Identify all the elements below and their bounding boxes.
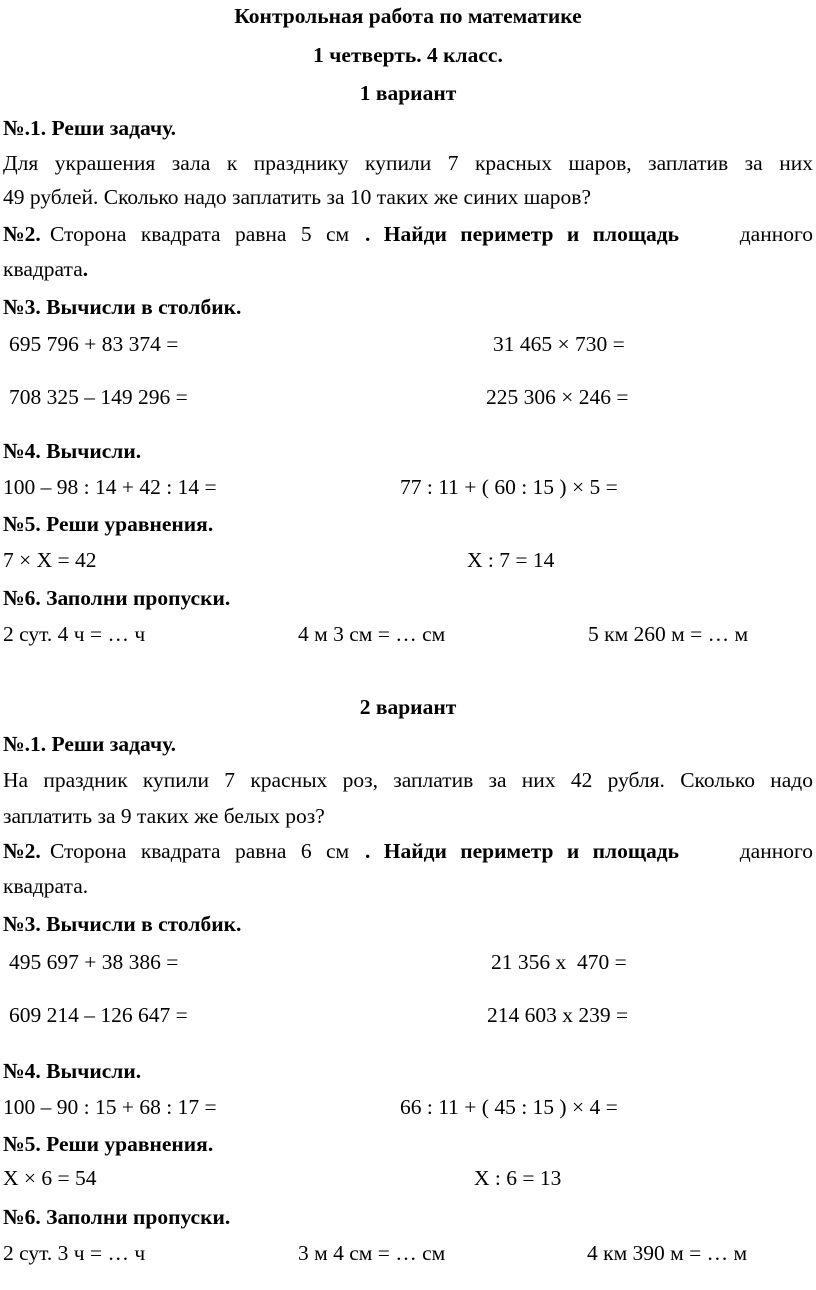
v2-task4-expr-a: 100 – 90 : 15 + 68 : 17 = bbox=[3, 1095, 217, 1119]
v1-task2-line2-text: квадрата bbox=[3, 257, 83, 281]
page-subtitle: 1 четверть. 4 класс. bbox=[313, 43, 503, 67]
v2-task2-text-b: данного bbox=[739, 839, 813, 863]
v1-task5-heading: №5. Реши уравнения. bbox=[3, 512, 214, 536]
v2-task5-eq-a: Х × 6 = 54 bbox=[3, 1166, 97, 1190]
v2-task6-item-a: 2 сут. 3 ч = … ч bbox=[3, 1241, 146, 1265]
v2-task6-heading: №6. Заполни пропуски. bbox=[3, 1205, 231, 1229]
v1-task2-line2 bbox=[3, 259, 88, 281]
v2-task6-item-c: 4 км 390 м = … м bbox=[587, 1241, 748, 1265]
v2-task2-number: №2. bbox=[3, 839, 41, 863]
v2-task5-heading: №5. Реши уравнения. bbox=[3, 1132, 214, 1156]
v2-task6-item-b: 3 м 4 см = … см bbox=[298, 1241, 446, 1265]
v2-task4-heading: №4. Вычисли. bbox=[3, 1059, 142, 1083]
v2-task3-expr-a: 495 697 + 38 386 = bbox=[9, 950, 179, 974]
v1-task3-expr-a: 695 796 + 83 374 = bbox=[9, 332, 179, 356]
v1-task2-bold: . Найди периметр и площадь bbox=[365, 222, 679, 246]
v2-task2-bold: . Найди периметр и площадь bbox=[365, 839, 679, 863]
v2-task2-line2 bbox=[3, 876, 88, 898]
v2-task3-expr-d: 214 603 х 239 = bbox=[487, 1003, 629, 1027]
v1-task6-item-c: 5 км 260 м = … м bbox=[588, 622, 749, 646]
v1-task6-item-a: 2 сут. 4 ч = … ч bbox=[3, 622, 146, 646]
v1-task2-text-a: Сторона квадрата равна 5 см bbox=[50, 222, 350, 246]
v1-task3-expr-d: 225 306 × 246 = bbox=[486, 385, 629, 409]
variant-2-heading: 2 вариант bbox=[359, 695, 457, 719]
v1-task5-eq-b: Х : 7 = 14 bbox=[467, 548, 555, 572]
v2-task1-line1: На праздник купили 7 красных роз, заплатив за них 42 рубля. Сколько надо bbox=[3, 768, 813, 792]
v2-task2-line2-text: квадрата. bbox=[3, 874, 89, 898]
v1-task3-expr-b: 31 465 × 730 = bbox=[493, 332, 625, 356]
v2-task4-expr-b: 66 : 11 + ( 45 : 15 ) × 4 = bbox=[400, 1095, 618, 1119]
v1-task2-line1 bbox=[3, 224, 813, 246]
v2-task2-line1 bbox=[3, 841, 813, 863]
v1-task4-expr-b: 77 : 11 + ( 60 : 15 ) × 5 = bbox=[400, 475, 618, 499]
v1-task1-line1: Для украшения зала к празднику купили 7 красных шаров, заплатив за них bbox=[3, 151, 813, 175]
v2-task1-line2: заплатить за 9 таких же белых роз? bbox=[3, 804, 325, 828]
v2-task3-expr-b: 21 356 х 470 = bbox=[491, 950, 627, 974]
v1-task4-expr-a: 100 – 98 : 14 + 42 : 14 = bbox=[3, 475, 217, 499]
v1-task2-text-b: данного bbox=[739, 222, 813, 246]
v1-task1-heading: №.1. Реши задачу. bbox=[3, 116, 177, 140]
v2-task1-heading: №.1. Реши задачу. bbox=[3, 732, 177, 756]
variant-1-heading: 1 вариант bbox=[359, 81, 457, 105]
v1-task2-number: №2. bbox=[3, 222, 41, 246]
v1-task1-line2: 49 рублей. Сколько надо заплатить за 10 таких же синих шаров? bbox=[3, 185, 592, 209]
v2-task3-expr-c: 609 214 – 126 647 = bbox=[9, 1003, 188, 1027]
v2-task2-text-a: Сторона квадрата равна 6 см bbox=[50, 839, 350, 863]
v1-task3-heading: №3. Вычисли в столбик. bbox=[3, 295, 242, 319]
v1-task4-heading: №4. Вычисли. bbox=[3, 439, 142, 463]
v1-task5-eq-a: 7 × Х = 42 bbox=[3, 548, 97, 572]
v1-task3-expr-c: 708 325 – 149 296 = bbox=[9, 385, 188, 409]
v1-task6-heading: №6. Заполни пропуски. bbox=[3, 586, 231, 610]
v1-task6-item-b: 4 м 3 см = … см bbox=[298, 622, 446, 646]
v2-task5-eq-b: Х : 6 = 13 bbox=[474, 1166, 562, 1190]
v1-task2-line2-dot: . bbox=[82, 257, 89, 281]
page-title: Контрольная работа по математике bbox=[234, 4, 582, 28]
v2-task3-heading: №3. Вычисли в столбик. bbox=[3, 912, 242, 936]
